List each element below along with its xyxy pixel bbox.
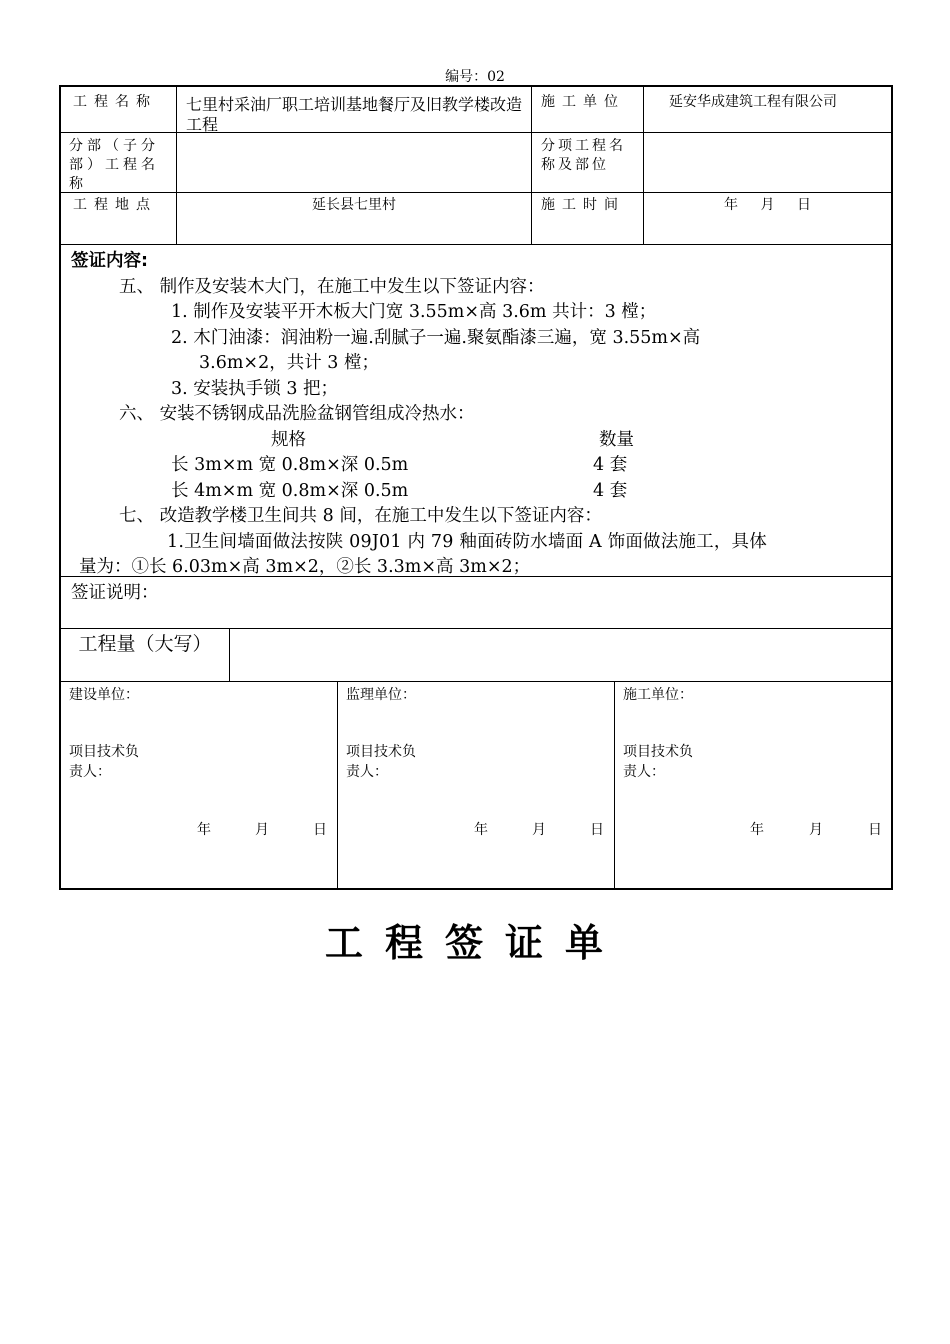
content-line: 七、 改造教学楼卫生间共 8 间，在施工中发生以下签证内容：	[119, 506, 602, 526]
sign-month: 月	[255, 822, 269, 838]
qty-value: 4 套	[593, 480, 628, 501]
sign-day: 日	[590, 822, 604, 838]
row-divider	[61, 628, 891, 629]
sign-day: 日	[313, 822, 327, 838]
sign-unit: 建设单位：	[69, 687, 139, 703]
sign-month: 月	[532, 822, 546, 838]
sign-unit: 监理单位：	[346, 687, 416, 703]
spec-value: 长 4m×m 宽 0.8m×深 0.5m	[171, 480, 409, 501]
project-name-value: 七里村采油厂职工培训基地餐厅及旧教学楼改造工程	[186, 95, 523, 134]
quantity-label: 工程量（大写）	[78, 633, 212, 655]
contractor-value: 延安华成建筑工程有限公司	[669, 94, 837, 110]
time-value: 年 月 日	[724, 197, 811, 213]
time-label: 施工时间	[541, 197, 625, 213]
sub-project-label: 分部（子分部）工程名称	[69, 138, 159, 192]
sign-month: 月	[809, 822, 823, 838]
contractor-label: 施工单位	[541, 94, 625, 110]
sign-year: 年	[197, 822, 211, 838]
sign-person: 项目技术负责人：	[623, 744, 693, 780]
col-divider	[229, 628, 230, 681]
sign-year: 年	[474, 822, 488, 838]
sign-day: 日	[868, 822, 882, 838]
col-divider	[614, 681, 615, 888]
content-line: 3. 安装执手锁 3 把；	[171, 378, 339, 399]
content-line: 量为：①长 6.03m×高 3m×2，②长 3.3m×高 3m×2；	[79, 557, 531, 577]
location-value: 延长县七里村	[312, 197, 396, 213]
sign-person: 项目技术负责人：	[69, 744, 139, 780]
col-divider	[643, 87, 644, 244]
content-line: 1. 制作及安装平开木板大门宽 3.55m×高 3.6m 共计：3 樘；	[171, 302, 657, 322]
visa-content	[71, 249, 889, 581]
content-heading: 签证内容:	[71, 251, 148, 271]
row-divider	[61, 244, 891, 245]
spec-value: 长 3m×m 宽 0.8m×深 0.5m	[171, 455, 409, 475]
qty-header: 数量	[599, 429, 634, 450]
note-label: 签证说明：	[71, 583, 159, 603]
spec-row	[71, 479, 889, 505]
row-divider	[61, 192, 891, 193]
spec-row	[71, 453, 889, 479]
content-line: 3.6m×2，共计 3 樘；	[199, 353, 379, 373]
location-label: 工程地点	[73, 197, 157, 213]
col-divider	[176, 87, 177, 244]
qty-value: 4 套	[593, 455, 628, 475]
spec-header: 规格	[271, 429, 306, 450]
row-divider	[61, 681, 891, 682]
content-line: 1.卫生间墙面做法按陕 09J01 内 79 釉面砖防水墙面 A 饰面做法施工，具体	[167, 531, 767, 552]
page-title: 工程签证单	[324, 921, 625, 965]
col-divider	[531, 87, 532, 244]
item-project-label: 分项工程名称及部位	[541, 138, 626, 173]
visa-form	[59, 85, 893, 890]
content-line: 五、 制作及安装木大门，在施工中发生以下签证内容：	[119, 276, 545, 297]
spec-header-row	[71, 428, 889, 454]
content-line: 2. 木门油漆：润油粉一遍.刮腻子一遍.聚氨酯漆三遍，宽 3.55m×高	[171, 327, 701, 348]
content-line: 六、 安装不锈钢成品洗脸盆钢管组成冷热水：	[119, 404, 475, 424]
sign-year: 年	[750, 822, 764, 838]
project-name-label: 工程名称	[73, 94, 157, 110]
serial-number: 编号：02	[445, 69, 505, 85]
sign-unit: 施工单位：	[623, 687, 693, 703]
sign-person: 项目技术负责人：	[346, 744, 416, 780]
col-divider	[337, 681, 338, 888]
